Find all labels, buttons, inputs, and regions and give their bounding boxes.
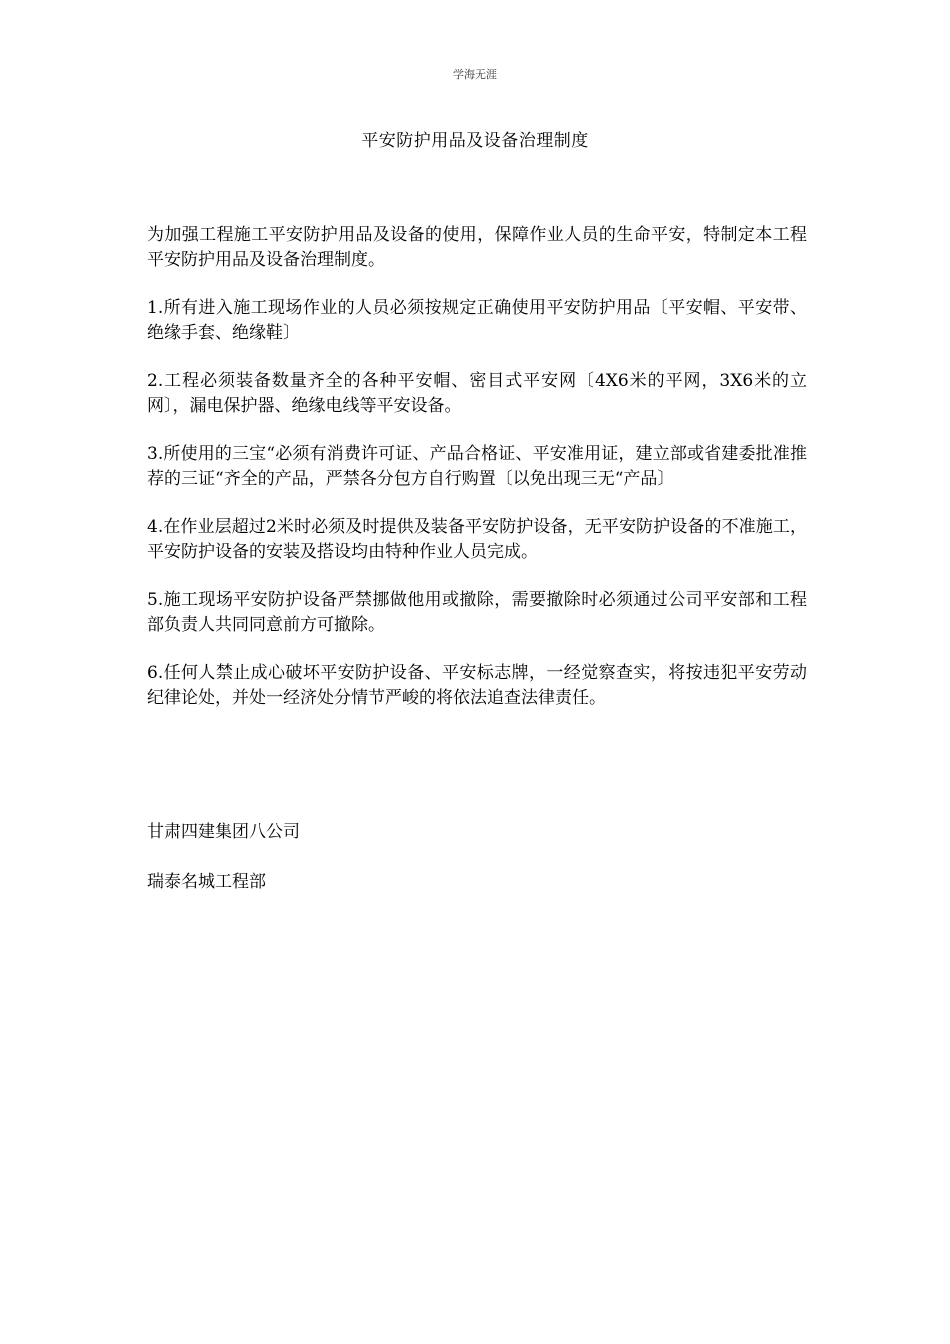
rule-item-2: 2.工程必须装备数量齐全的各种平安帽、密目式平安网〔4X6米的平网，3X6米的立网〕，漏电保护器、绝缘电线等平安设备。	[147, 371, 807, 416]
signature-block	[147, 820, 647, 920]
rule-item-4: 4.在作业层超过2米时必须及时提供及装备平安防护设备，无平安防护设备的不准施工，平安防护设备的安装及搭设均由特种作业人员完成。	[147, 517, 807, 562]
rule-item-6: 6.任何人禁止成心破坏平安防护设备、平安标志牌，一经觉察查实，将按违犯平安劳动纪律论处，并处一经济处分情节严峻的将依法追查法律责任。	[147, 663, 807, 708]
document-title: 平安防护用品及设备治理制度	[361, 131, 589, 151]
signature-department: 瑞泰名城工程部	[147, 872, 266, 892]
signature-company: 甘肃四建集团八公司	[147, 822, 300, 842]
rule-item-1: 1.所有进入施工现场作业的人员必须按规定正确使用平安防护用品〔平安帽、平安带、绝缘手套、绝缘鞋〕	[147, 298, 807, 343]
intro-paragraph: 为加强工程施工平安防护用品及设备的使用，保障作业人员的生命平安，特制定本工程平安防护用品及设备治理制度。	[147, 225, 807, 270]
page-header: 学海无涯	[453, 68, 497, 81]
rule-item-3: 3.所使用的三宝“必须有消费许可证、产品合格证、平安准用证，建立部或省建委批准推荐的三证“齐全的产品，严禁各分包方自行购置〔以免出现三无“产品〕	[147, 444, 807, 489]
rule-item-5: 5.施工现场平安防护设备严禁挪做他用或撤除，需要撤除时必须通过公司平安部和工程部负责人共同同意前方可撤除。	[147, 590, 807, 635]
document-body	[147, 223, 807, 734]
